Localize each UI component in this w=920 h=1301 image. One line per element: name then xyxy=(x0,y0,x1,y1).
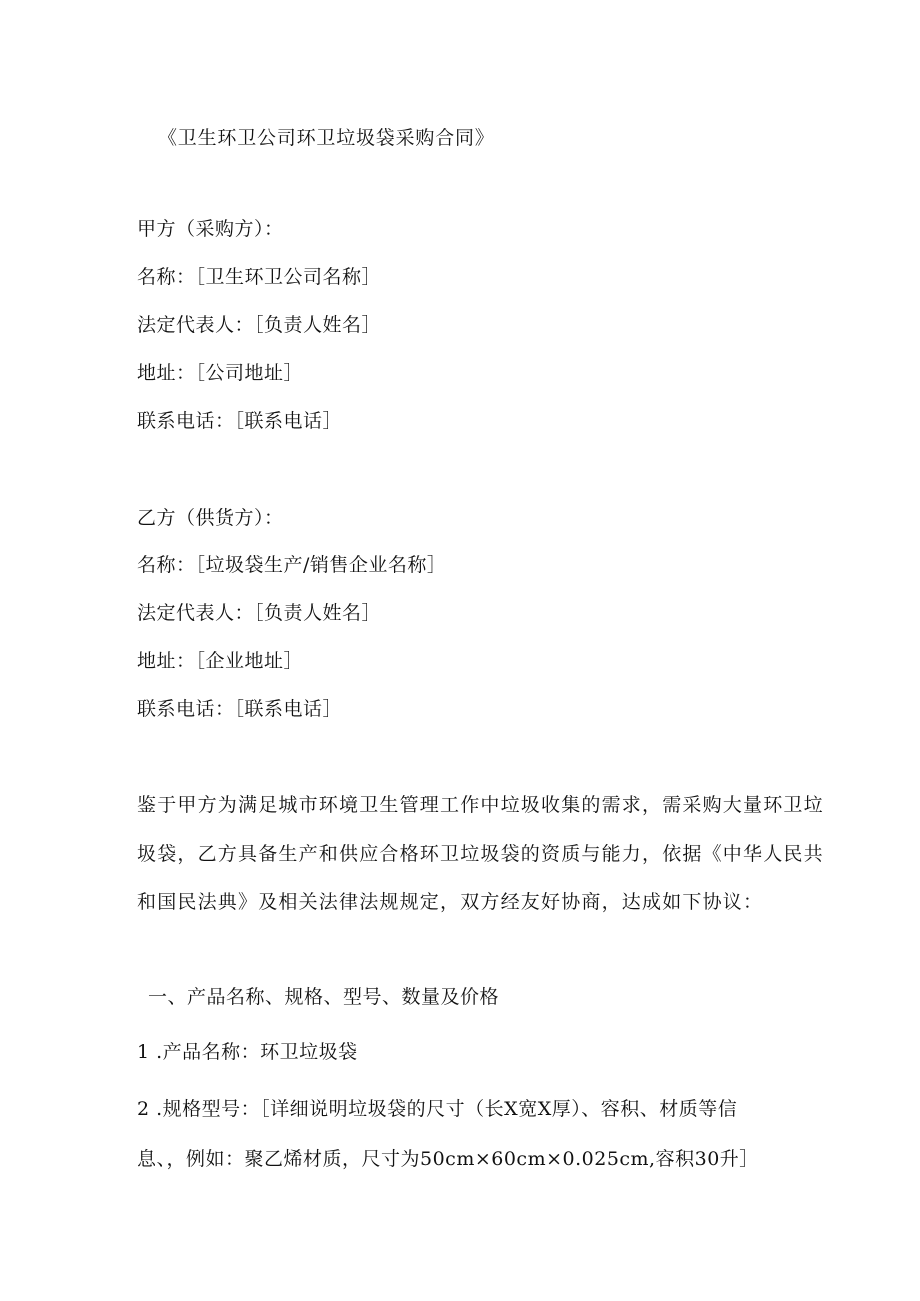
section-1-item-2-line-1: 2 .规格型号：［详细说明垃圾袋的尺寸（长X宽X厚）、容积、材质等信 xyxy=(137,1098,738,1120)
party-b-phone: 联系电话：［联系电话］ xyxy=(137,698,343,720)
party-b-address: 地址：［企业地址］ xyxy=(137,650,304,672)
party-b-heading: 乙方（供货方）： xyxy=(137,507,284,529)
preamble-line-3: 和国民法典》及相关法律法规规定，双方经友好协商，达成如下协议： xyxy=(137,891,764,913)
preamble-line-1: 鉴于甲方为满足城市环境卫生管理工作中垃圾收集的需求，需采购大量环卫垃 xyxy=(137,794,824,816)
party-b-legal-rep: 法定代表人：［负责人姓名］ xyxy=(137,602,382,624)
section-1-heading: 一、产品名称、规格、型号、数量及价格 xyxy=(148,986,500,1008)
party-a-name: 名称：［卫生环卫公司名称］ xyxy=(137,266,382,288)
section-1-item-2-line-2: 息、，例如：聚乙烯材质，尺寸为50cm×60cm×0.025cm,容积30升］ xyxy=(137,1148,759,1170)
party-a-legal-rep: 法定代表人：［负责人姓名］ xyxy=(137,314,382,336)
party-b-name: 名称：［垃圾袋生产/销售企业名称］ xyxy=(137,554,447,576)
party-a-phone: 联系电话：［联系电话］ xyxy=(137,410,343,432)
contract-title: 《卫生环卫公司环卫垃圾袋采购合同》 xyxy=(158,127,495,149)
party-a-heading: 甲方（采购方）： xyxy=(137,218,284,240)
preamble-line-2: 圾袋，乙方具备生产和供应合格环卫垃圾袋的资质与能力，依据《中华人民共 xyxy=(137,843,824,865)
party-a-address: 地址：［公司地址］ xyxy=(137,362,304,384)
section-1-item-1: 1 .产品名称：环卫垃圾袋 xyxy=(137,1041,358,1063)
